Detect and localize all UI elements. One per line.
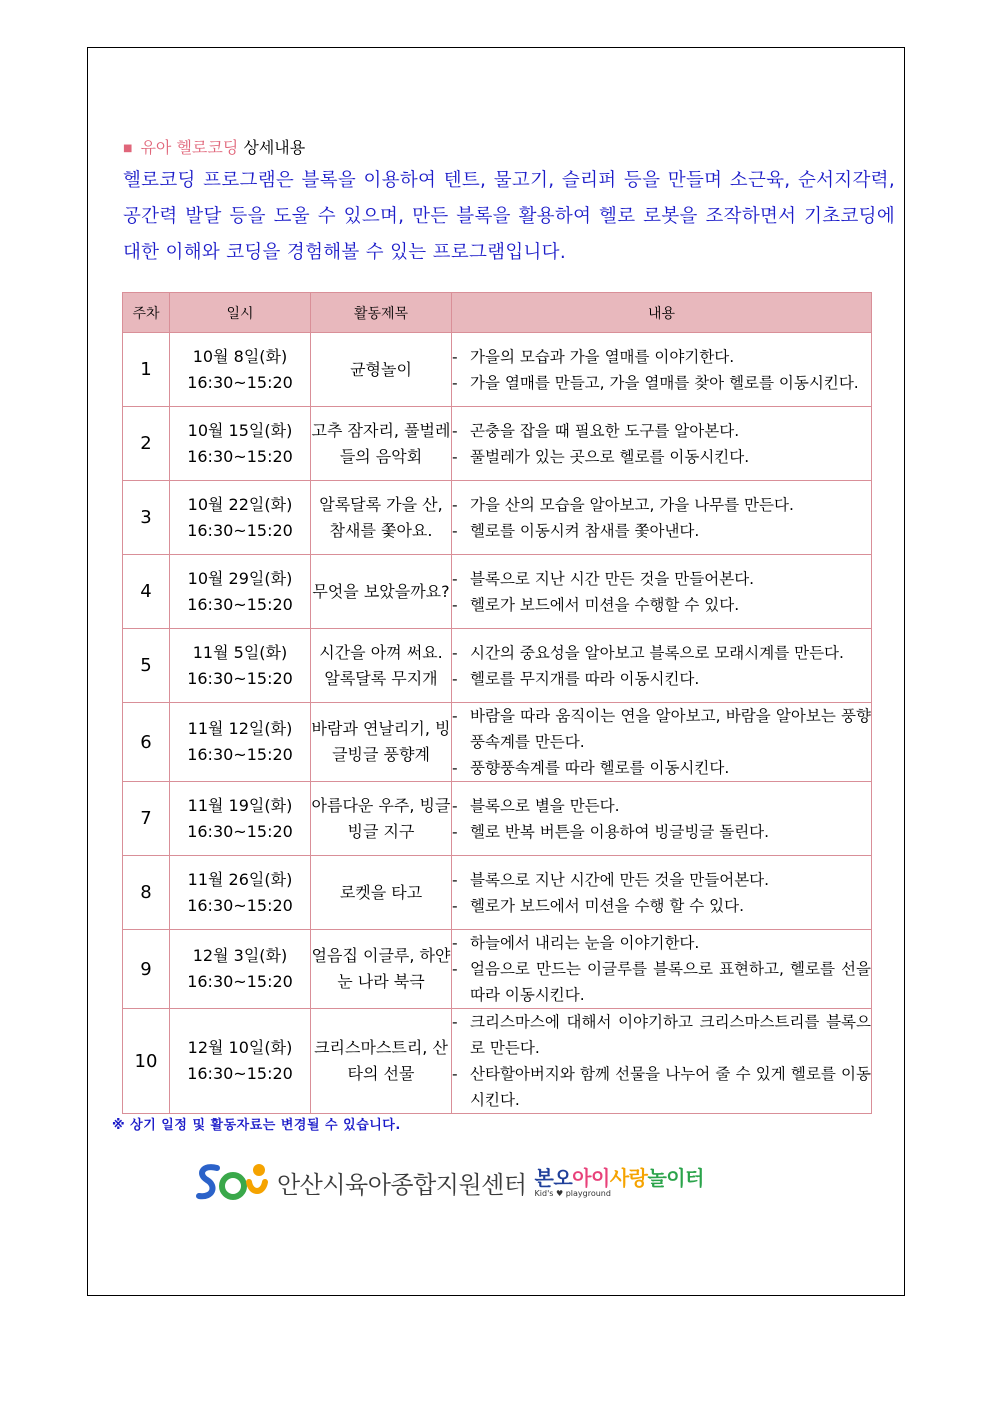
time-text: 16:30~15:20 <box>187 372 293 392</box>
activity-title-cell: 로켓을 타고 <box>311 856 452 930</box>
table-row <box>123 1009 872 1114</box>
time-text: 16:30~15:20 <box>187 745 293 764</box>
center-logo-icon <box>193 1160 271 1204</box>
content-line: - 블록으로 지난 시간에 만든 것을 만들어본다. <box>452 870 770 889</box>
activity-title-cell: 무엇을 보았을까요? <box>311 555 452 629</box>
activity-title-cell: 시간을 아껴 써요. 알록달록 무지개 <box>311 629 452 703</box>
content-line: - 헬로가 보드에서 미션을 수행 할 수 있다. <box>452 896 745 915</box>
center-name: 안산시육아종합지원센터 <box>277 1170 527 1199</box>
table-row <box>123 629 872 703</box>
playground-name-part: 놀이터 <box>647 1166 704 1190</box>
content-line: - 블록으로 별을 만든다. <box>452 796 620 815</box>
content-line: - 크리스마스에 대해서 이야기하고 크리스마스트리를 블록으로 만든다. <box>452 1013 871 1057</box>
content-line: - 바람을 따라 움직이는 연을 알아보고, 바람을 알아보는 풍향풍속계를 만든다. <box>452 707 871 751</box>
content-line: - 산타할아버지와 함께 선물을 나누어 줄 수 있게 헬로를 이동시킨다. <box>452 1065 871 1109</box>
content-line: - 가을의 모습과 가을 열매를 이야기한다. <box>452 347 735 366</box>
date-cell <box>170 1009 311 1114</box>
activity-title-cell: 얼음집 이글루, 하얀 눈 나라 북극 <box>311 930 452 1009</box>
content-line: - 하늘에서 내리는 눈을 이야기한다. <box>452 934 700 952</box>
table-row <box>123 407 872 481</box>
table-row <box>123 481 872 555</box>
activity-title-cell: 알록달록 가을 산, 참새를 쫓아요. <box>311 481 452 555</box>
section-heading <box>123 138 305 159</box>
date-text: 10월 22일(화) <box>187 494 293 514</box>
date-text: 10월 15일(화) <box>187 420 293 440</box>
header-date: 일시 <box>170 293 311 333</box>
time-text: 16:30~15:20 <box>187 520 293 540</box>
content-cell <box>452 703 872 782</box>
date-cell <box>170 856 311 930</box>
time-text: 16:30~15:20 <box>187 1064 293 1083</box>
schedule-change-note: ※ 상기 일정 및 활동자료는 변경될 수 있습니다. <box>112 1118 401 1133</box>
content-cell <box>452 555 872 629</box>
date-cell <box>170 782 311 856</box>
content-line: - 블록으로 지난 시간 만든 것을 만들어본다. <box>452 569 755 588</box>
content-cell <box>452 629 872 703</box>
date-text: 11월 26일(화) <box>187 869 293 889</box>
table-row <box>123 555 872 629</box>
content-line: - 헬로가 보드에서 미션을 수행할 수 있다. <box>452 595 740 614</box>
playground-name-part: 본오 <box>534 1166 573 1190</box>
content-cell <box>452 1009 872 1114</box>
activity-title-cell: 균형놀이 <box>311 333 452 407</box>
date-cell <box>170 333 311 407</box>
schedule-table <box>122 292 872 1114</box>
date-cell <box>170 555 311 629</box>
content-line: - 얼음으로 만드는 이글루를 블록으로 표현하고, 헬로를 선을 따라 이동시킨다. <box>452 960 871 1004</box>
content-cell <box>452 782 872 856</box>
content-line: - 헬로를 이동시켜 참새를 쫓아낸다. <box>452 521 700 540</box>
playground-subtitle: Kid's ♥ playground <box>534 1189 611 1198</box>
header-content: 내용 <box>452 293 872 333</box>
content-cell <box>452 407 872 481</box>
content-line: - 시간의 중요성을 알아보고 블록으로 모래시계를 만든다. <box>452 643 844 662</box>
table-row <box>123 930 872 1009</box>
week-cell: 7 <box>123 782 170 856</box>
date-text: 10월 8일(화) <box>192 346 288 366</box>
playground-name-part: 사랑 <box>609 1166 648 1190</box>
content-line: - 풍향풍속계를 따라 헬로를 이동시킨다. <box>452 759 730 777</box>
time-text: 16:30~15:20 <box>187 895 293 915</box>
date-cell <box>170 703 311 782</box>
week-cell: 8 <box>123 856 170 930</box>
date-cell <box>170 930 311 1009</box>
content-cell <box>452 856 872 930</box>
table-row <box>123 782 872 856</box>
content-line: - 헬로 반복 버튼을 이용하여 빙글빙글 돌린다. <box>452 822 770 841</box>
table-row <box>123 333 872 407</box>
date-text: 12월 3일(화) <box>192 946 288 965</box>
week-cell: 4 <box>123 555 170 629</box>
date-cell <box>170 407 311 481</box>
content-cell <box>452 481 872 555</box>
table-row <box>123 703 872 782</box>
time-text: 16:30~15:20 <box>187 594 293 614</box>
week-cell: 5 <box>123 629 170 703</box>
week-cell: 9 <box>123 930 170 1009</box>
time-text: 16:30~15:20 <box>187 972 293 991</box>
time-text: 16:30~15:20 <box>187 446 293 466</box>
header-title: 활동제목 <box>311 293 452 333</box>
content-line: - 가을 산의 모습을 알아보고, 가을 나무를 만든다. <box>452 495 794 514</box>
week-cell: 10 <box>123 1009 170 1114</box>
table-header-row <box>123 293 872 333</box>
week-cell: 1 <box>123 333 170 407</box>
activity-title-cell: 아름다운 우주, 빙글빙글 지구 <box>311 782 452 856</box>
heading-rest: 상세내용 <box>243 138 306 157</box>
date-text: 12월 10일(화) <box>187 1038 293 1057</box>
date-text: 11월 5일(화) <box>192 642 288 662</box>
week-cell: 6 <box>123 703 170 782</box>
content-line: - 곤충을 잡을 때 필요한 도구를 알아본다. <box>452 421 740 440</box>
date-text: 10월 29일(화) <box>187 568 293 588</box>
content-cell <box>452 333 872 407</box>
playground-logo <box>535 1162 704 1198</box>
footer-logo <box>193 1160 704 1204</box>
activity-title-cell: 바람과 연날리기, 빙글빙글 풍향계 <box>311 703 452 782</box>
content-cell <box>452 930 872 1009</box>
intro-paragraph: 헬로코딩 프로그램은 블록을 이용하여 텐트, 물고기, 슬리퍼 등을 만들며 소근육, 순서지각력, 공간력 발달 등을 도울 수 있으며, 만든 블록을 활용하여 헬로 로봇을 조작하면서 기초코딩에 대한 이해와 코딩을 경험해볼 수 있는 프로그램입니다. <box>123 170 895 263</box>
time-text: 16:30~15:20 <box>187 821 293 841</box>
header-week: 주차 <box>123 293 170 333</box>
table-row <box>123 856 872 930</box>
content-line: - 풀벌레가 있는 곳으로 헬로를 이동시킨다. <box>452 447 750 466</box>
activity-title-cell: 크리스마스트리, 산타의 선물 <box>311 1009 452 1114</box>
week-cell: 2 <box>123 407 170 481</box>
content-line: - 가을 열매를 만들고, 가을 열매를 찾아 헬로를 이동시킨다. <box>452 373 859 392</box>
date-text: 11월 19일(화) <box>187 795 293 815</box>
playground-name <box>535 1166 704 1190</box>
date-cell <box>170 629 311 703</box>
date-text: 11월 12일(화) <box>187 719 293 738</box>
activity-title-cell: 고추 잠자리, 풀벌레들의 음악회 <box>311 407 452 481</box>
square-bullet-icon: ■ <box>123 143 133 154</box>
playground-name-part: 아이 <box>572 1166 610 1190</box>
content-line: - 헬로를 무지개를 따라 이동시킨다. <box>452 669 700 688</box>
date-cell <box>170 481 311 555</box>
heading-accent: 유아 헬로코딩 <box>140 138 239 157</box>
time-text: 16:30~15:20 <box>187 668 293 688</box>
week-cell: 3 <box>123 481 170 555</box>
